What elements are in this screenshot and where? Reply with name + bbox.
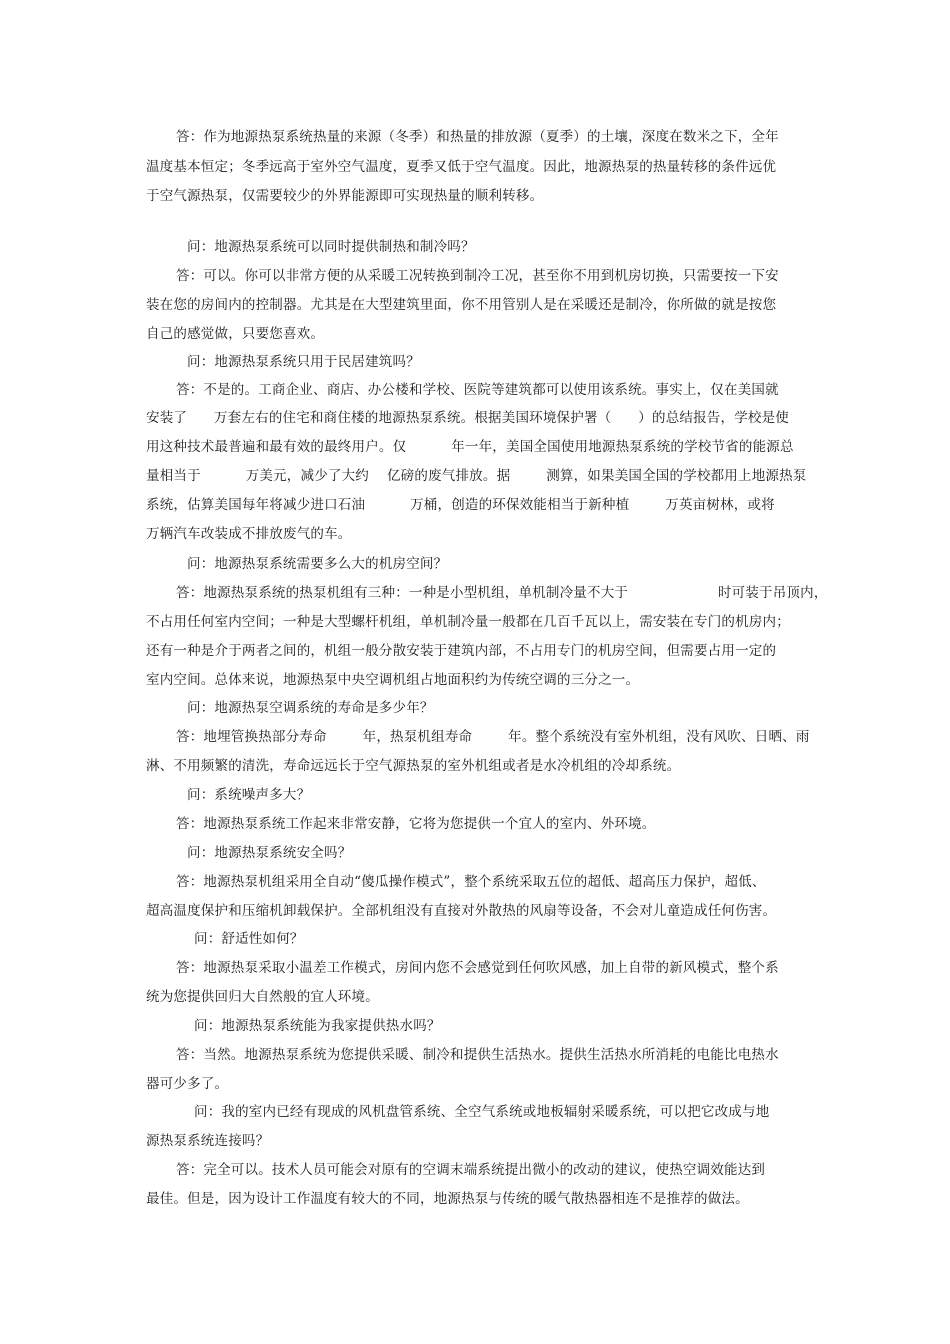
answer-line: 答：可以。你可以非常方便的从采暖工况转换到制冷工况，甚至你不用到机房切换，只需要按一下安: [176, 268, 779, 284]
text-line: 还有一种是介于两者之间的，机组一般分散安装于建筑内部，不占用专门的机房空间，但需要占用一定的: [146, 643, 777, 659]
question-line: 问：系统噪声多大？: [187, 787, 311, 803]
text-line: 淋、不用频繁的清洗，寿命远远长于空气源热泵的室外机组或者是水冷机组的冷却系统。: [146, 758, 681, 774]
question-line: 问：舒适性如何？: [194, 931, 304, 947]
answer-line: 答：地源热泵机组采用全自动“傻瓜操作模式”，整个系统采取五位的超低、超高压力保护，超低、: [176, 874, 766, 890]
question-line: 问：地源热泵系统可以同时提供制热和制冷吗？: [187, 239, 475, 255]
text-line: 安装了 万套左右的住宅和商住楼的地源热泵系统。根据美国环境保护署（ ）的总结报告，学校是使: [146, 410, 789, 426]
text-line: 源热泵系统连接吗？: [146, 1133, 270, 1149]
text-line: 万辆汽车改装成不排放废气的车。: [146, 526, 352, 542]
answer-line: 答：当然。地源热泵系统为您提供采暖、制冷和提供生活热水。提供生活热水所消耗的电能比电热水: [176, 1047, 779, 1063]
question-line: 问：我的室内已经有现成的风机盘管系统、全空气系统或地板辐射采暖系统，可以把它改成与地: [194, 1104, 770, 1120]
text-line: 量相当于 万美元，减少了大约 亿磅的废气排放。据 测算，如果美国全国的学校都用上地源热泵: [146, 468, 807, 484]
text-line: 于空气源热泵，仅需要较少的外界能源即可实现热量的顺利转移。: [146, 188, 544, 204]
text-line: 不占用任何室内空间；一种是大型螺杆机组，单机制冷量一般都在几百千瓦以上，需安装在专门的机房内；: [146, 614, 790, 630]
answer-line: 答：作为地源热泵系统热量的来源（冬季）和热量的排放源（夏季）的土壤，深度在数米之下，全年: [176, 129, 779, 145]
text-line: 装在您的房间内的控制器。尤其是在大型建筑里面，你不用管别人是在采暖还是制冷，你所做的就是按您: [146, 297, 777, 313]
text-line: 用这种技术最普遍和最有效的最终用户。仅 年一年，美国全国使用地源热泵系统的学校节省的能源总: [146, 439, 794, 455]
question-line: 问：地源热泵系统需要多么大的机房空间？: [187, 556, 448, 572]
question-line: 问：地源热泵系统只用于民居建筑吗？: [187, 354, 420, 370]
answer-line: 答：地源热泵系统工作起来非常安静，它将为您提供一个宜人的室内、外环境。: [176, 816, 656, 832]
text-line: 统为您提供回归大自然般的宜人环境。: [146, 989, 379, 1005]
answer-line: 答：不是的。工商企业、商店、办公楼和学校、医院等建筑都可以使用该系统。事实上，仅在美国就: [176, 382, 779, 398]
text-line: 超高温度保护和压缩机卸载保护。全部机组没有直接对外散热的风扇等设备，不会对儿童造成任何伤害。: [146, 903, 777, 919]
answer-line: 答：地源热泵系统的热泵机组有三种：一种是小型机组，单机制冷量不大于 时可装于吊顶内，: [176, 585, 828, 601]
question-line: 问：地源热泵系统能为我家提供热水吗？: [194, 1018, 441, 1034]
question-line: 问：地源热泵系统安全吗？: [187, 845, 352, 861]
text-line: 室内空间。总体来说，地源热泵中央空调机组占地面积约为传统空调的三分之一。: [146, 672, 640, 688]
answer-line: 答：地源热泵采取小温差工作模式，房间内您不会感觉到任何吹风感，加上自带的新风模式，整个系: [176, 960, 779, 976]
text-line: 系统，估算美国每年将减少进口石油 万桶，创造的环保效能相当于新种植 万英亩树林，或将: [146, 497, 775, 513]
text-line: 自己的感觉做，只要您喜欢。: [146, 326, 325, 342]
question-line: 问：地源热泵空调系统的寿命是多少年？: [187, 700, 434, 716]
text-line: 最佳。但是，因为设计工作温度有较大的不同，地源热泵与传统的暖气散热器相连不是推荐的做法。: [146, 1191, 749, 1207]
text-line: 器可少多了。: [146, 1076, 229, 1092]
text-line: 温度基本恒定；冬季远高于室外空气温度，夏季又低于空气温度。因此，地源热泵的热量转移的条件远优: [146, 159, 777, 175]
answer-line: 答：地埋管换热部分寿命 年，热泵机组寿命 年。整个系统没有室外机组，没有风吹、日晒、雨: [176, 729, 810, 745]
answer-line: 答：完全可以。技术人员可能会对原有的空调末端系统提出微小的改动的建议，使热空调效能达到: [176, 1162, 766, 1178]
